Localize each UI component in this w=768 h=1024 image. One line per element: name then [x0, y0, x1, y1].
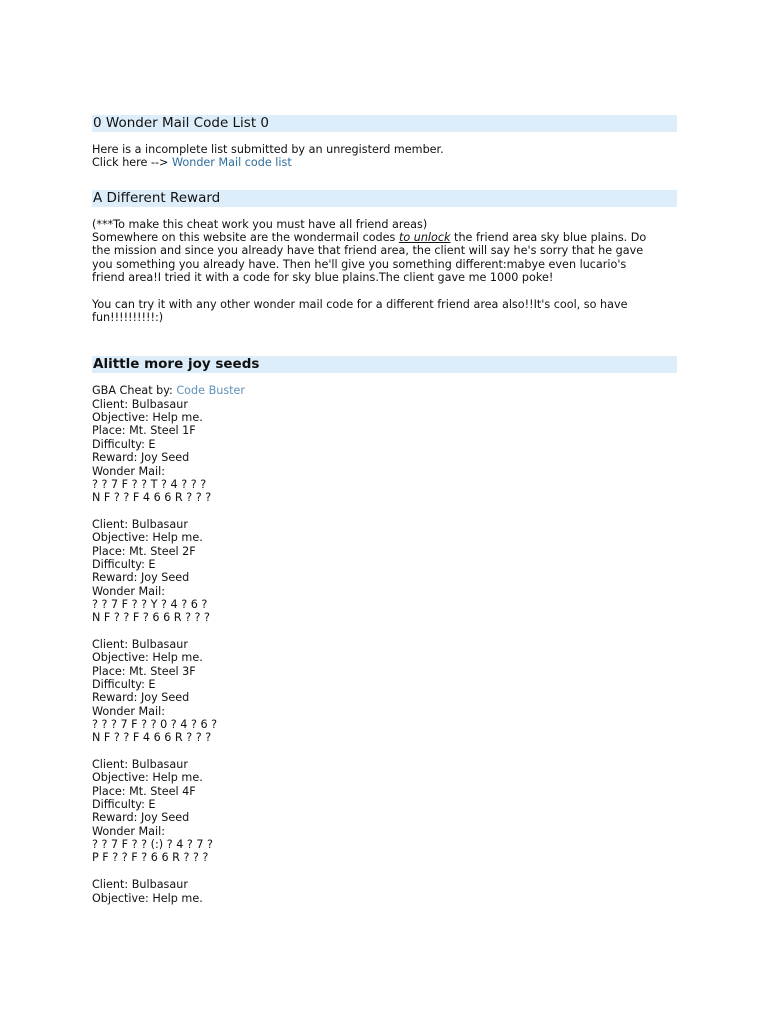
entry-client: Client: Bulbasaur: [92, 517, 188, 531]
entry-objective: Objective: Help me.: [92, 651, 203, 665]
to-unlock-link[interactable]: to unlock: [398, 231, 451, 245]
entry-client: Client: Bulbasaur: [92, 878, 188, 892]
code-entry: [92, 878, 677, 905]
entry-reward: Reward: Joy Seed: [92, 811, 190, 825]
code-entry: [92, 398, 677, 505]
reward-line-3: the mission and since you already have that friend area, the client will say he's sorry that he gave: [92, 244, 644, 258]
click-here-prefix: Click here -->: [92, 156, 172, 170]
reward-line-2-post: the friend area sky blue plains. Do: [450, 231, 647, 245]
code-entry: [92, 638, 677, 745]
reward-line-5: friend area!I tried it with a code for sky blue plains.The client gave me 1000 poke!: [92, 271, 554, 285]
entry-objective: Objective: Help me.: [92, 771, 203, 785]
entry-reward: Reward: Joy Seed: [92, 451, 190, 465]
code-entry: [92, 758, 677, 865]
entry-code-line-2: N F ? ? F 4 6 6 R ? ? ?: [92, 731, 212, 745]
entry-wonder-mail-label: Wonder Mail:: [92, 464, 165, 478]
entry-code-line-1: ? ? 7 F ? ? Y ? 4 ? 6 ?: [92, 597, 208, 611]
entry-difficulty: Difficulty: E: [92, 437, 156, 451]
entry-wonder-mail-label: Wonder Mail:: [92, 584, 165, 598]
entry-client: Client: Bulbasaur: [92, 758, 188, 772]
wonder-mail-code-list-link[interactable]: Wonder Mail code list: [171, 156, 292, 170]
entry-place: Place: Mt. Steel 3F: [92, 664, 196, 678]
intro-line: Here is a incomplete list submitted by an unregisterd member.: [92, 143, 444, 156]
entry-reward: Reward: Joy Seed: [92, 691, 190, 705]
entry-place: Place: Mt. Steel 4F: [92, 784, 196, 798]
cheat-by-prefix: GBA Cheat by:: [92, 384, 177, 398]
entry-code-line-2: N F ? ? F ? 6 6 R ? ? ?: [92, 611, 210, 625]
entry-code-line-2: N F ? ? F 4 6 6 R ? ? ?: [92, 491, 212, 505]
code-entry: [92, 518, 677, 625]
click-here-line: [92, 156, 677, 169]
document-page: [92, 115, 677, 905]
entry-wonder-mail-label: Wonder Mail:: [92, 704, 165, 718]
entry-difficulty: Difficulty: E: [92, 557, 156, 571]
entry-client: Client: Bulbasaur: [92, 637, 188, 651]
entry-reward: Reward: Joy Seed: [92, 571, 190, 585]
entry-objective: Objective: Help me.: [92, 891, 203, 905]
reward-line-7: fun!!!!!!!!!!:): [92, 311, 164, 325]
reward-line-2: [92, 231, 677, 244]
entry-objective: Objective: Help me.: [92, 411, 203, 425]
section-header-wonder-mail-list: 0 Wonder Mail Code List 0: [92, 115, 677, 132]
entry-client: Client: Bulbasaur: [92, 397, 188, 411]
reward-line-6: You can try it with any other wonder mail code for a different friend area also!!It's cool, so have: [92, 297, 628, 311]
entry-place: Place: Mt. Steel 1F: [92, 424, 196, 438]
entry-wonder-mail-label: Wonder Mail:: [92, 824, 165, 838]
entry-difficulty: Difficulty: E: [92, 678, 156, 691]
entry-code-line-1: ? ? ? 7 F ? ? 0 ? 4 ? 6 ?: [92, 718, 218, 732]
reward-line-4: you something you already have. Then he'll give you something different:mabye even lucario's: [92, 257, 627, 271]
entry-code-line-1: ? ? 7 F ? ? (:) ? 4 ? 7 ?: [92, 838, 213, 852]
entry-objective: Objective: Help me.: [92, 531, 203, 545]
section-header-joy-seeds: Alittle more joy seeds: [92, 356, 677, 373]
reward-line-2-pre: Somewhere on this website are the wondermail codes: [92, 231, 399, 245]
entry-place: Place: Mt. Steel 2F: [92, 544, 196, 558]
cheat-by-line: [92, 384, 677, 397]
entry-code-line-2: P F ? ? F ? 6 6 R ? ? ?: [92, 851, 209, 865]
entry-difficulty: Difficulty: E: [92, 798, 156, 812]
section-header-different-reward: A Different Reward: [92, 190, 677, 207]
entry-code-line-1: ? ? 7 F ? ? T ? 4 ? ? ?: [92, 477, 207, 491]
code-buster-link[interactable]: Code Buster: [176, 384, 246, 398]
reward-line-1: (***To make this cheat work you must have all friend areas): [92, 217, 428, 231]
